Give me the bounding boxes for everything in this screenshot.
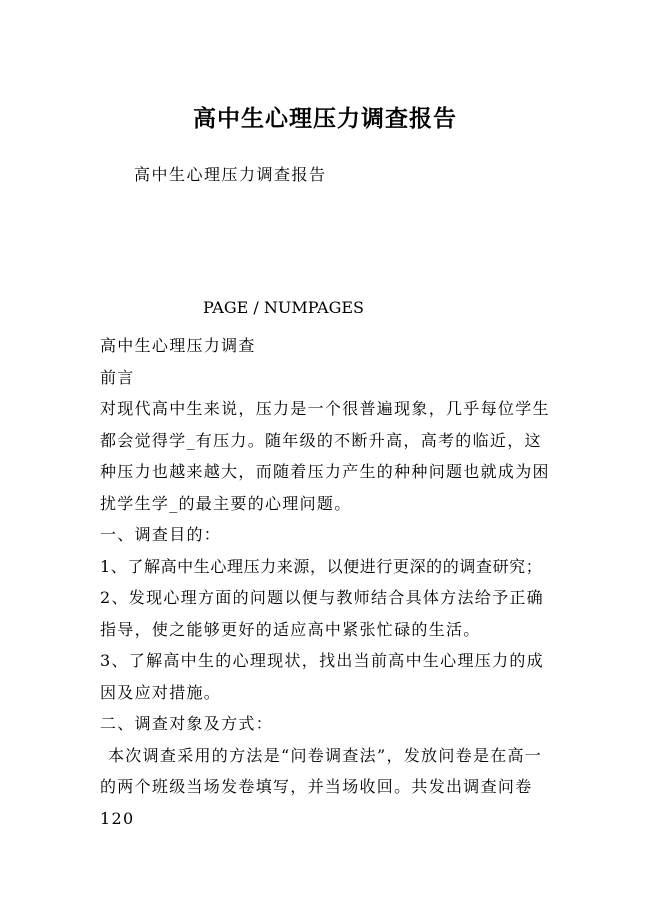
method-heading: 二、调查对象及方式：: [100, 714, 274, 733]
document-body: [100, 330, 555, 834]
purpose-item-1: 1、了解高中生心理压力来源，以便进行更深的的调查研究；: [100, 556, 543, 576]
document-title: 高中生心理压力调查报告: [193, 106, 457, 132]
page-number-field: PAGE / NUMPAGES: [203, 298, 365, 317]
method-paragraph: 本次调查采用的方法是“问卷调查法”，发放问卷是在高一的两个班级当场发卷填写，并当场收回。共发出调查问卷120: [100, 745, 543, 828]
purpose-item-2: 2、发现心理方面的问题以便与教师结合具体方法给予正确指导，使之能够更好的适应高中紧张忙碌的生活。: [100, 588, 544, 639]
preface-paragraph: 对现代高中生来说，压力是一个很普遍现象，几乎每位学生都会觉得学_有压力。随年级的不断升高，高考的临近，这种压力也越来越大，而随着压力产生的种种问题也就成为困扰学生学_的最主要的心理问题。: [100, 399, 550, 513]
section-heading: 高中生心理压力调查: [100, 336, 256, 355]
purpose-heading: 一、调查目的：: [100, 525, 222, 544]
preface-heading: 前言: [100, 367, 135, 387]
document-subtitle: 高中生心理压力调查报告: [134, 165, 327, 184]
purpose-item-3: 3、了解高中生的心理现状，找出当前高中生心理压力的成因及应对措施。: [100, 651, 544, 702]
